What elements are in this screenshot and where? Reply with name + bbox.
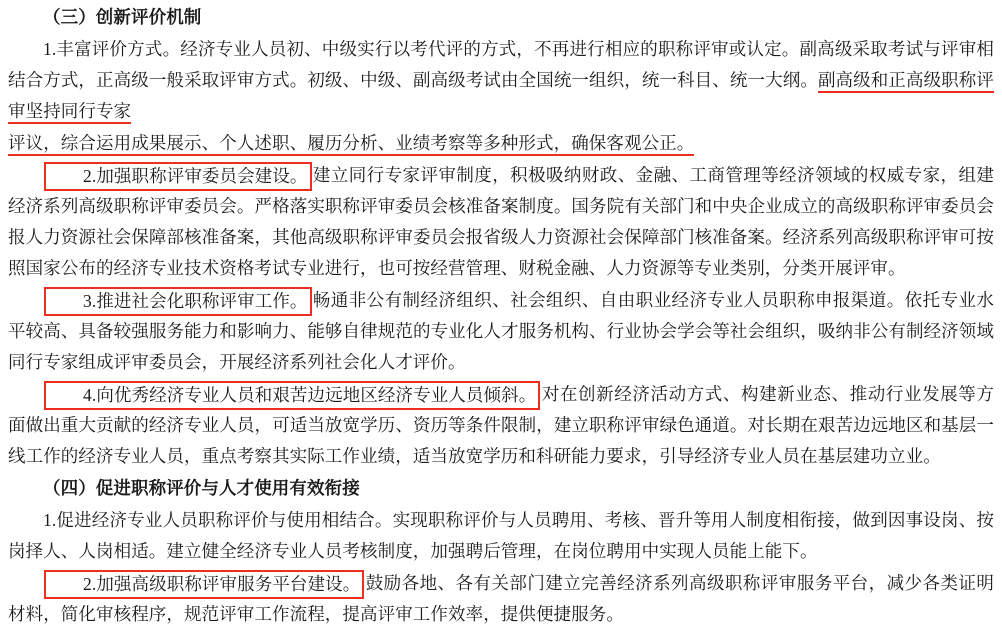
paragraph-3-1 xyxy=(8,34,994,127)
paragraph-3-4-text: 对在创新经济活动方式、构建新业态、推动行业发展等方面做出重大贡献的经济专业人员，可适当放宽学历、资历等条件限制，建立职称评审绿色通道。对长期在艰苦边远地区和基层一线工作的经济专业人员，重点考察其实际工作业绩，适当放宽学历和科研能力要求，引导经济专业人员在基层建功立业。 xyxy=(8,384,994,466)
paragraph-3-1-underline-2: 评议，综合运用成果展示、个人述职、履历分析、业绩考察等多种形式，确保客观公正。 xyxy=(8,133,694,156)
paragraph-4-2-highlight: 2.加强高级职称评审服务平台建设。 xyxy=(44,570,364,599)
paragraph-3-1-text: 经济专业人员初、中级实行以考代评的方式，不再进行相应的职称评审或认定。副高级采取考试与评审相结合方式，正高级一般采取评审方式。初级、中级、副高级考试由全国统一组织，统一科目、统一大纲。 xyxy=(8,39,994,90)
paragraph-3-3-highlight: 3.推进社会化职称评审工作。 xyxy=(44,287,312,316)
paragraph-3-4-highlight: 4.向优秀经济专业人员和艰苦边远地区经济专业人员倾斜。 xyxy=(44,381,540,410)
paragraph-3-2-text: 建立同行专家评审制度，积极吸纳财政、金融、工商管理等经济领域的权威专家，组建经济系列高级职称评审委员会。严格落实职称评审委员会核准备案制度。国务院有关部门和中央企业成立的高级职称评审委员会报人力资源社会保障部核准备案，其他高级职称评审委员会报省级人力资源社会保障部门核准备案。经济系列高级职称评审可按照国家公布的经济专业技术资格考试专业进行，也可按经营管理、财税金融、人力资源等专业类别，分类开展评审。 xyxy=(8,165,994,278)
paragraph-3-1-lead: 1.丰富评价方式。 xyxy=(43,39,181,59)
paragraph-3-1-underline-1: 副高级和正高级职称评审坚持同行专家 xyxy=(8,70,994,124)
paragraph-4-2 xyxy=(8,568,994,630)
section-heading-3: （三）创新评价机制 xyxy=(43,7,202,27)
paragraph-3-3 xyxy=(8,285,994,378)
paragraph-3-4 xyxy=(8,379,994,472)
document-body xyxy=(8,2,994,631)
paragraph-4-1 xyxy=(8,505,994,567)
paragraph-3-1-continued xyxy=(8,128,994,159)
paragraph-3-2-highlight: 2.加强职称评审委员会建设。 xyxy=(44,162,312,191)
paragraph-4-2-text: 鼓励各地、各有关部门建立完善经济系列高级职称评审服务平台，减少各类证明材料，简化审核程序，规范评审工作流程，提高评审工作效率，提供便捷服务。 xyxy=(8,573,994,624)
section-heading-4: （四）促进职称评价与人才使用有效衔接 xyxy=(43,478,360,498)
paragraph-4-1-text: 实现职称评价与人员聘用、考核、晋升等用人制度相衔接，做到因事设岗、按岗择人、人岗相适。建立健全经济专业人员考核制度，加强聘后管理，在岗位聘用中实现人员能上能下。 xyxy=(8,510,994,561)
paragraph-3-3-text: 畅通非公有制经济组织、社会组织、自由职业经济专业人员职称申报渠道。依托专业水平较高、具备较强服务能力和影响力、能够自律规范的专业化人才服务机构、行业协会学会等社会组织，吸纳非公有制经济领域同行专家组成评审委员会，开展经济系列社会化人才评价。 xyxy=(8,290,994,372)
paragraph-4-1-lead: 1.促进经济专业人员职称评价与使用相结合。 xyxy=(43,510,393,530)
paragraph-3-2 xyxy=(8,160,994,284)
